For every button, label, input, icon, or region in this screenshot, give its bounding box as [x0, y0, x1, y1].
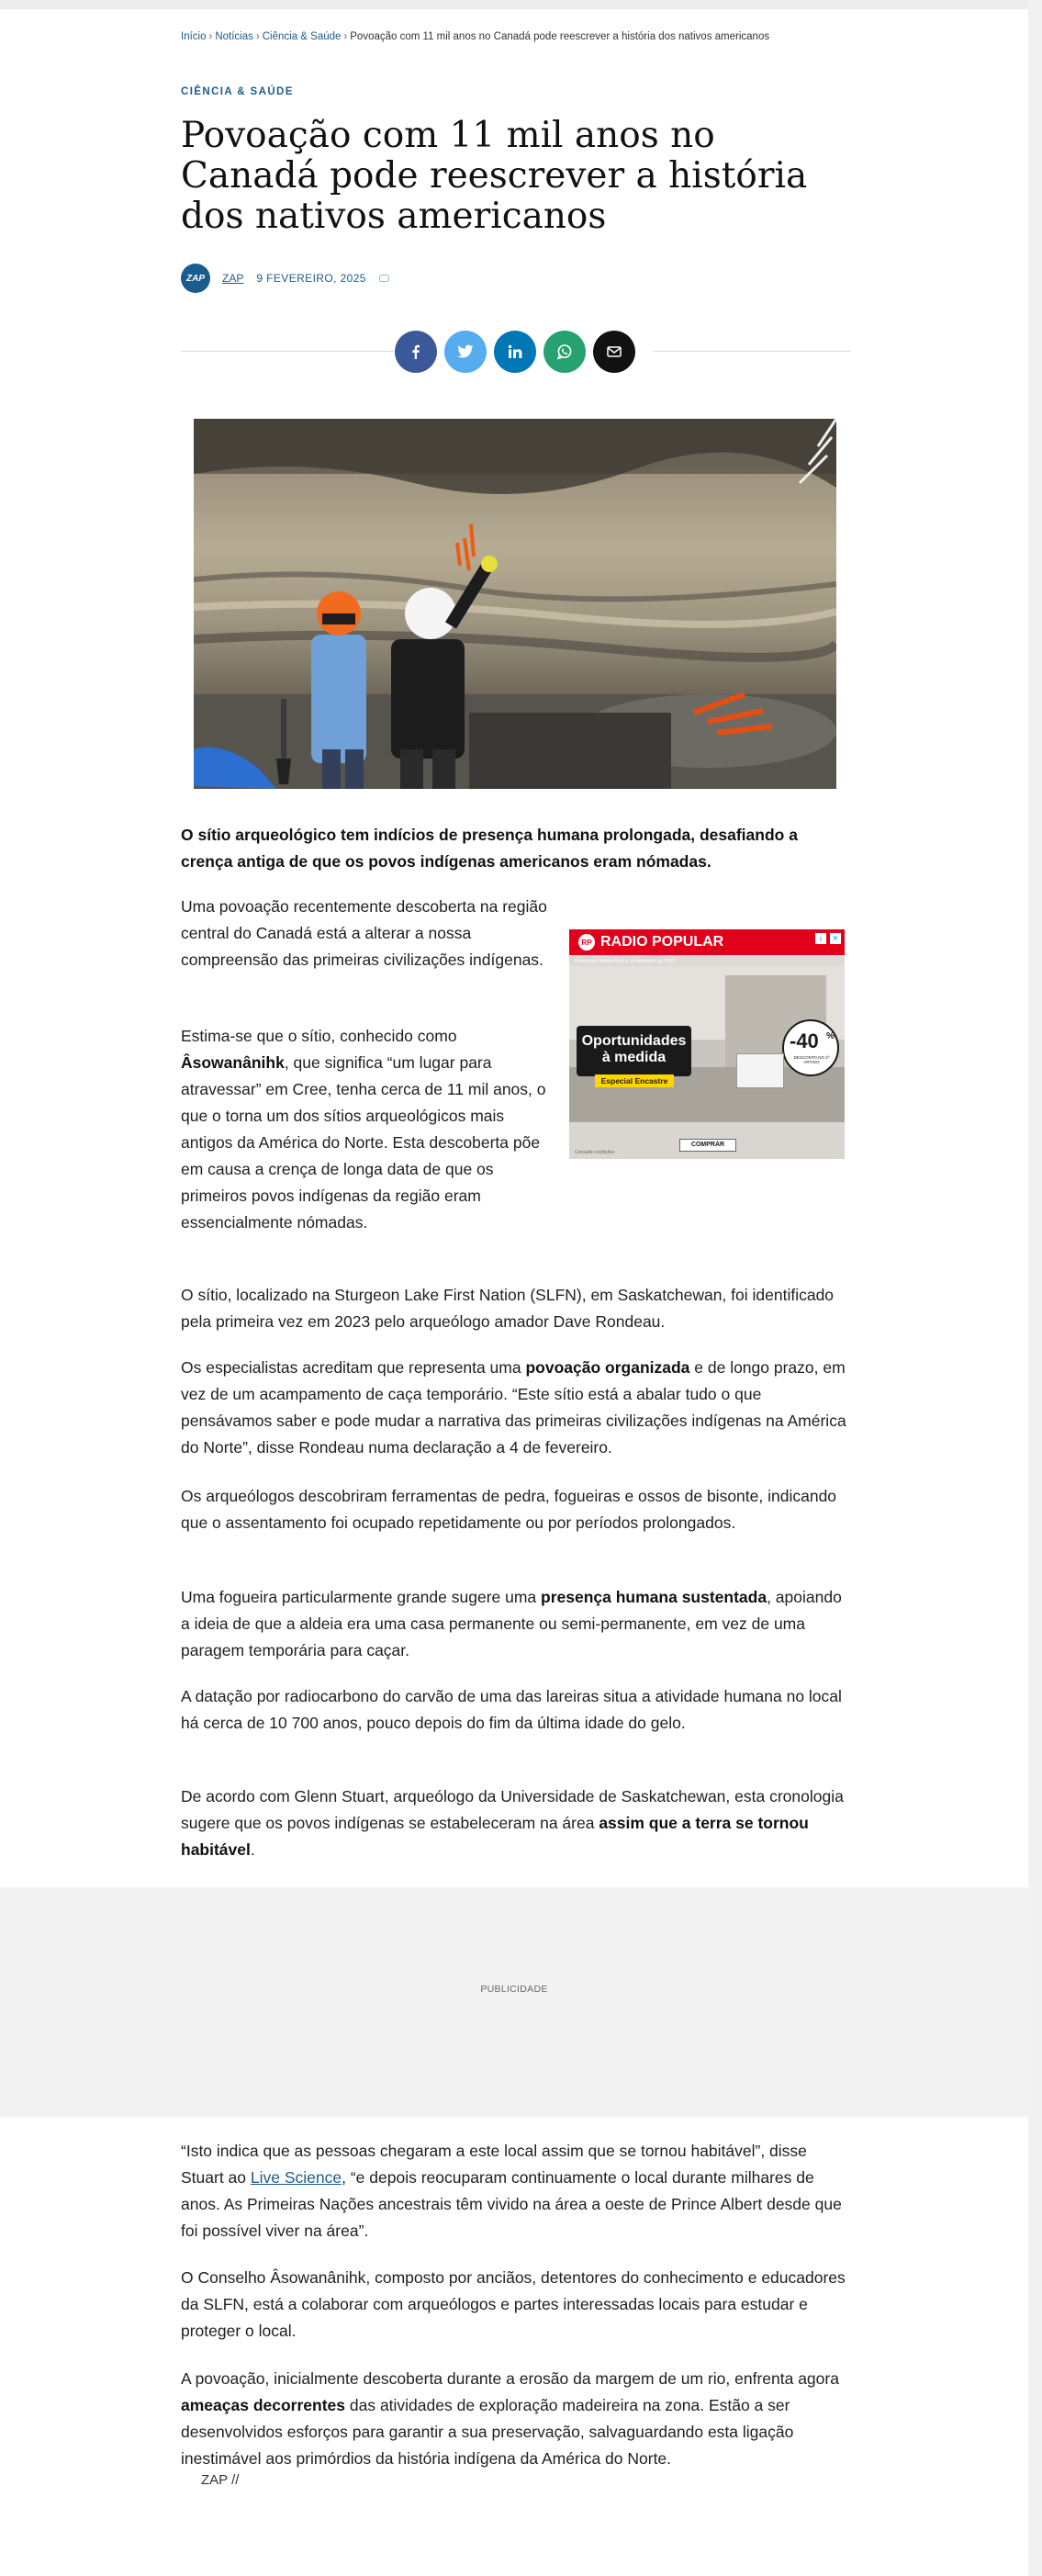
ad-tag: Especial Encastre — [595, 1074, 674, 1087]
paragraph-8 — [181, 1783, 851, 1863]
linkedin-icon — [508, 344, 522, 359]
ad-cta-button[interactable]: COMPRAR — [679, 1139, 736, 1152]
paragraph-5: Os arqueólogos descobriram ferramentas de pedra, fogueiras e ossos de bisonte, indicando que o assentamento foi ocupado repetidamente ou por períodos prolongados. — [181, 1487, 837, 1532]
ad-headline-1: Oportunidades — [581, 1033, 687, 1049]
facebook-icon — [409, 344, 423, 359]
breadcrumb-separator: › — [208, 31, 213, 42]
paragraph-7: A datação por radiocarbono do carvão de uma das lareiras situa a atividade humana no local há cerca de 10 700 anos, pouco depois do fim da última idade do gelo. — [181, 1687, 842, 1732]
paragraph-4-text: Os especialistas acreditam que representa uma — [181, 1358, 526, 1377]
whatsapp-icon — [556, 343, 573, 360]
top-strip — [0, 0, 1042, 9]
breadcrumb-category-link[interactable]: Ciência & Saúde — [262, 31, 342, 42]
share-email-button[interactable] — [593, 331, 635, 373]
ad-headline-2: à medida — [601, 1050, 667, 1065]
breadcrumb — [181, 31, 769, 42]
ad-brand: RADIO POPULAR — [600, 934, 724, 950]
ad-validity: Promoção válida de 8 a 14 fevereiro de 2025 — [575, 959, 676, 964]
share-linkedin-button[interactable] — [494, 331, 536, 373]
organized-settlement-strong: povoação organizada — [525, 1358, 690, 1377]
ad-product-image — [736, 1053, 784, 1088]
ad-band-label: PUBLICIDADE — [480, 1984, 548, 1995]
paragraph-8-text: . — [250, 1840, 255, 1859]
threats-strong: ameaças decorrentes — [181, 2396, 345, 2414]
article-category[interactable]: CIÊNCIA & SAÚDE — [181, 86, 294, 97]
share-facebook-button[interactable] — [395, 331, 437, 373]
habitable-land-strong: assim que a terra se tornou habitável — [181, 1814, 809, 1859]
paragraph-6-text: Uma fogueira particularmente grande sugere uma — [181, 1588, 542, 1606]
ad-footnote: Consulte condições — [575, 1150, 615, 1155]
paragraph-9 — [181, 2138, 851, 2244]
adchoices-icon[interactable]: i — [815, 933, 826, 944]
ad-discount-badge — [782, 1019, 839, 1076]
breadcrumb-separator: › — [343, 31, 348, 42]
site-name-strong: Âsowanânihk — [181, 1053, 285, 1072]
paragraph-4-text: e de longo prazo, em vez de um acampamento de caça temporário. “Este sítio está a abalar tudo o que pensávamos saber e pode mudar a narrativa das primeiras civilizações indígenas na América do Norte”, disse Rondeau numa declaração a 4 de fevereiro. — [181, 1358, 846, 1457]
ad-close-icon[interactable]: × — [830, 933, 841, 944]
paragraph-9-text: , “e depois reocuparam continuamente o local durante milhares de anos. As Primeiras Nações ancestrais têm vivido na área a oeste de Prince Albert desde que foi possível viver na área”. — [181, 2168, 842, 2240]
paragraph-8-text: De acordo com Glenn Stuart, arqueólogo da Universidade de Saskatchewan, esta cronologia sugere que os povos indígenas se estabeleceram na área — [181, 1787, 844, 1832]
email-icon — [607, 345, 622, 358]
paragraph-6 — [181, 1584, 851, 1664]
paragraph-4 — [181, 1355, 851, 1461]
article-meta — [181, 264, 389, 293]
paragraph-11-text: das atividades de exploração madeireira na zona. Estão a ser desenvolvidos esforços para garantir a sua preservação, salvaguardando esta ligação inestimável aos primórdios da história indígena da América do Norte. — [181, 2396, 794, 2468]
excavation-photo — [194, 419, 836, 789]
share-twitter-button[interactable] — [444, 331, 487, 373]
paragraph-11 — [181, 2366, 851, 2472]
comment-icon[interactable] — [379, 275, 389, 282]
live-science-link[interactable]: Live Science — [250, 2168, 342, 2187]
share-whatsapp-button[interactable] — [543, 331, 586, 373]
breadcrumb-separator: › — [255, 31, 260, 42]
paragraph-1: Uma povoação recentemente descoberta na região central do Canadá está a alterar a nossa compreensão das primeiras civilizações indígenas. — [181, 897, 547, 969]
ad-band — [0, 1887, 1028, 2117]
breadcrumb-current: Povoação com 11 mil anos no Canadá pode reescrever a história dos nativos americanos — [350, 31, 770, 42]
breadcrumb-news-link[interactable]: Notícias — [215, 31, 253, 42]
ad-logo-icon: RP — [578, 934, 595, 951]
share-bar — [181, 331, 851, 373]
paragraph-6-text: , apoiando a ideia de que a aldeia era uma casa permanente ou semi-permanente, em vez de uma paragem temporária para caçar. — [181, 1588, 842, 1659]
paragraph-2 — [181, 1023, 557, 1236]
ad-headline-box — [577, 1026, 691, 1076]
author-avatar[interactable]: ZAP — [181, 264, 210, 293]
article-signature: ZAP // — [201, 2472, 240, 2488]
sustained-presence-strong: presença humana sustentada — [541, 1588, 767, 1606]
page-title: Povoação com 11 mil anos no Canadá pode reescrever a história dos nativos americanos — [181, 115, 808, 237]
paragraph-10: O Conselho Âsowanânihk, composto por anciãos, detentores do conhecimento e educadores da SLFN, está a colaborar com arqueólogos e partes interessadas locais para estudar e proteger o local. — [181, 2268, 846, 2340]
article-date: 9 FEVEREIRO, 2025 — [256, 272, 366, 285]
paragraph-3: O sítio, localizado na Sturgeon Lake First Nation (SLFN), em Saskatchewan, foi identificado pela primeira vez em 2023 pelo arqueólogo amador Dave Rondeau. — [181, 1286, 835, 1331]
paragraph-11-text: A povoação, inicialmente descoberta durante a erosão da margem de um rio, enfrenta agora — [181, 2369, 839, 2388]
share-divider-right — [653, 351, 851, 352]
paragraph-9-text: “Isto indica que as pessoas chegaram a este local assim que se tornou habitável”, disse Stuart ao — [181, 2142, 807, 2187]
ad-discount-note: DESCONTO NO 2º ARTIGO — [793, 1055, 830, 1064]
paragraph-2-text: Estima-se que o sítio, conhecido como — [181, 1027, 457, 1045]
inline-ad[interactable] — [569, 929, 845, 1159]
ad-discount: -40 — [790, 1029, 819, 1052]
ad-discount-unit: % — [826, 1031, 835, 1041]
twitter-icon — [457, 344, 474, 359]
scrollbar-track[interactable] — [1028, 0, 1042, 2576]
share-divider-left — [181, 351, 394, 352]
paragraph-2-text: , que significa “um lugar para atravessar” em Cree, tenha cerca de 11 mil anos, o que o torna um dos sítios arqueológicos mais antigos da América do Norte. Esta descoberta põe em causa a crença de longa data de que os primeiros povos indígenas da região eram essencialmente nómadas. — [181, 1053, 546, 1232]
author-link[interactable]: ZAP — [222, 272, 244, 285]
article-lead: O sítio arqueológico tem indícios de presença humana prolongada, desafiando a crença antiga de que os povos indígenas americanos eram nómadas. — [181, 826, 798, 871]
breadcrumb-home-link[interactable]: Início — [181, 31, 207, 42]
hero-image — [194, 419, 836, 789]
